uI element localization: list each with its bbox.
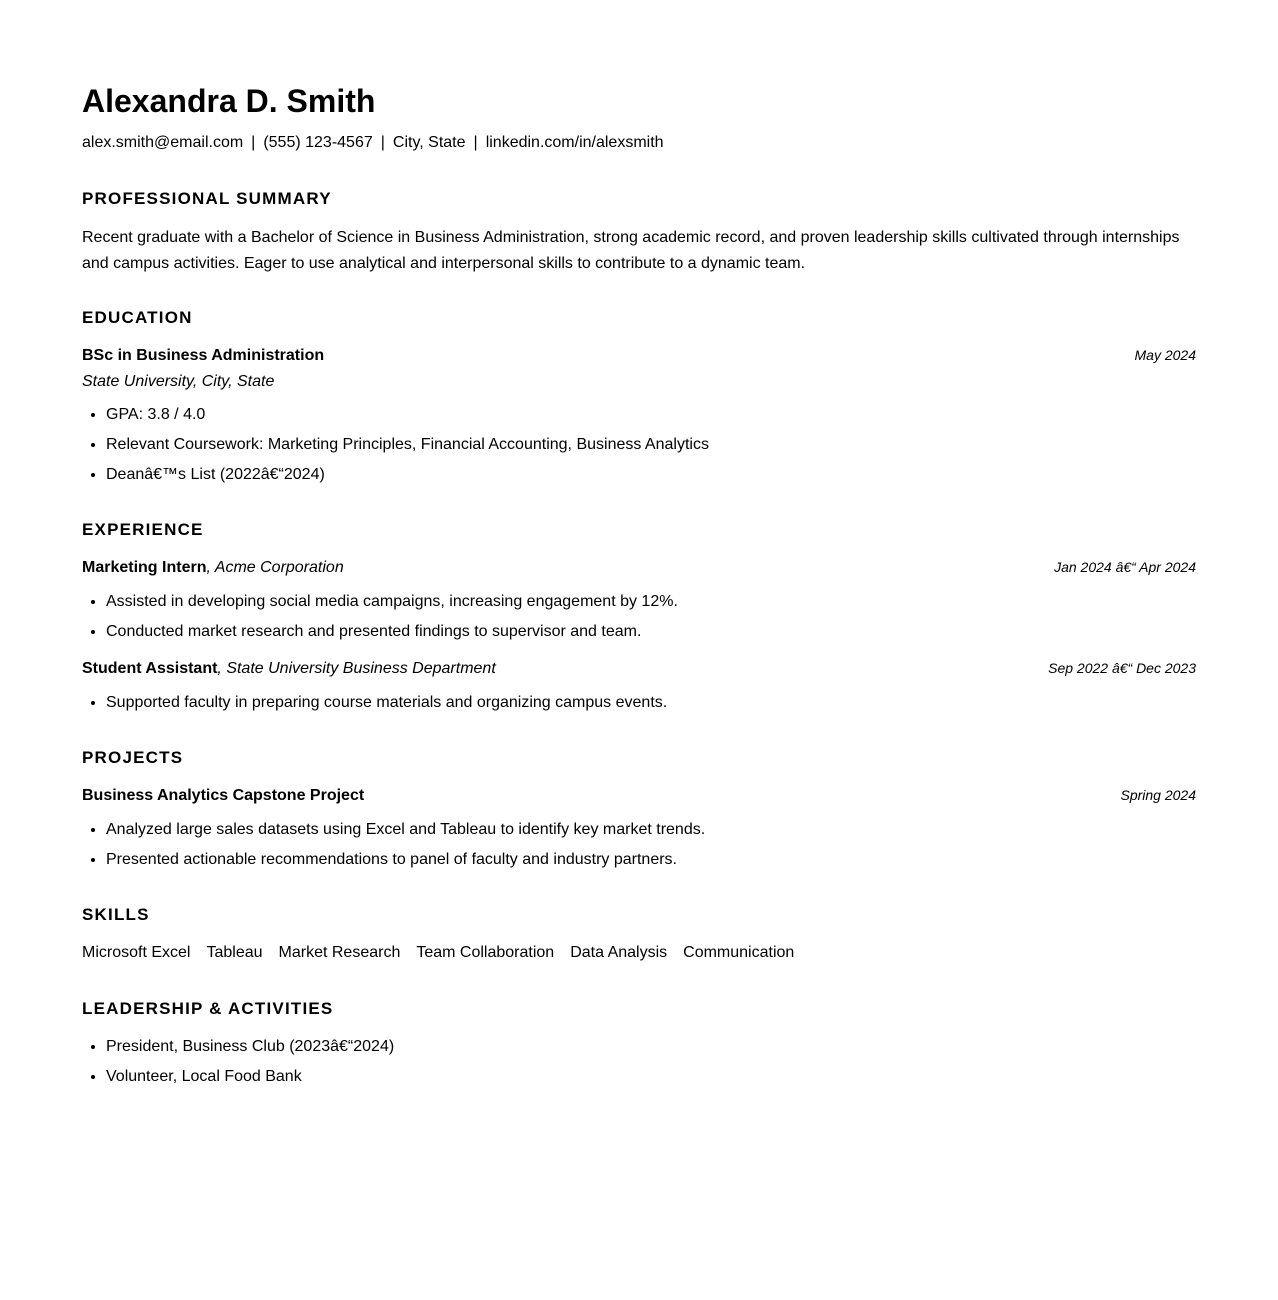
list-item: • President, Business Club (2023â€“2024) xyxy=(106,1036,394,1066)
contact-line xyxy=(82,133,664,153)
education-date: May 2024 xyxy=(1134,347,1196,363)
contact-phone: (555) 123-4567 xyxy=(263,134,373,151)
section-heading-leadership: LEADERSHIP & ACTIVITIES xyxy=(82,999,334,1018)
degree-title: BSc in Business Administration xyxy=(82,347,325,364)
school-name: State University, City, State xyxy=(82,373,275,390)
section-heading-summary: PROFESSIONAL SUMMARY xyxy=(82,189,332,208)
contact-separator: | xyxy=(251,134,256,151)
leadership-bullets xyxy=(82,1036,394,1096)
education-bullets xyxy=(82,404,709,494)
experience-entry-header xyxy=(82,557,1196,579)
job-title xyxy=(82,557,344,579)
section-heading-education: EDUCATION xyxy=(82,308,193,327)
list-item: • GPA: 3.8 / 4.0 xyxy=(106,404,709,434)
project-title: Business Analytics Capstone Project xyxy=(82,787,365,804)
job-role: Student Assistant xyxy=(82,660,218,677)
job-title xyxy=(82,658,496,680)
skill-item: Team Collaboration xyxy=(416,944,555,961)
skill-item: Market Research xyxy=(278,944,401,961)
list-item: • Presented actionable recommendations to panel of faculty and industry partners. xyxy=(106,849,705,879)
contact-linkedin: linkedin.com/in/alexsmith xyxy=(485,134,664,151)
experience-bullets xyxy=(82,591,678,651)
skills-list xyxy=(82,942,810,964)
contact-separator: | xyxy=(473,134,478,151)
list-item: • Conducted market research and presented findings to supervisor and team. xyxy=(106,621,678,651)
summary-text: Recent graduate with a Bachelor of Science in Business Administration, strong academic record, and proven leadership skills cultivated through internships and campus activities. Eager to use analytical and interpersonal skills to contribute to a dynamic team. xyxy=(82,229,1180,272)
job-date: Jan 2024 â€“ Apr 2024 xyxy=(1054,559,1196,575)
skill-item: Microsoft Excel xyxy=(82,944,191,961)
list-item: • Supported faculty in preparing course materials and organizing campus events. xyxy=(106,692,667,722)
skill-item: Communication xyxy=(683,944,795,961)
list-item: • Deanâ€™s List (2022â€“2024) xyxy=(106,464,709,494)
list-item: • Volunteer, Local Food Bank xyxy=(106,1066,394,1096)
candidate-name: Alexandra D. Smith xyxy=(82,83,376,119)
contact-separator: | xyxy=(380,134,385,151)
section-heading-projects: PROJECTS xyxy=(82,748,184,767)
experience-bullets xyxy=(82,692,667,722)
education-entry-header xyxy=(82,345,1196,367)
section-heading-skills: SKILLS xyxy=(82,905,150,924)
project-date: Spring 2024 xyxy=(1120,787,1196,803)
skill-item: Data Analysis xyxy=(570,944,668,961)
job-comma: , xyxy=(206,559,215,576)
job-role: Marketing Intern xyxy=(82,559,207,576)
job-comma: , xyxy=(217,660,227,677)
project-bullets xyxy=(82,819,705,879)
contact-email: alex.smith@email.com xyxy=(82,134,244,151)
section-heading-experience: EXPERIENCE xyxy=(82,520,204,539)
list-item: • Relevant Coursework: Marketing Principles, Financial Accounting, Business Analytics xyxy=(106,434,709,464)
experience-entry-header xyxy=(82,658,1196,680)
contact-location: City, State xyxy=(392,134,466,151)
list-item: • Assisted in developing social media campaigns, increasing engagement by 12%. xyxy=(106,591,678,621)
project-entry-header xyxy=(82,785,1196,807)
list-item: • Analyzed large sales datasets using Excel and Tableau to identify key market trends. xyxy=(106,819,705,849)
job-organization: State University Business Department xyxy=(226,660,496,677)
job-date: Sep 2022 â€“ Dec 2023 xyxy=(1048,660,1196,676)
job-organization: Acme Corporation xyxy=(214,559,344,576)
skill-item: Tableau xyxy=(206,944,263,961)
